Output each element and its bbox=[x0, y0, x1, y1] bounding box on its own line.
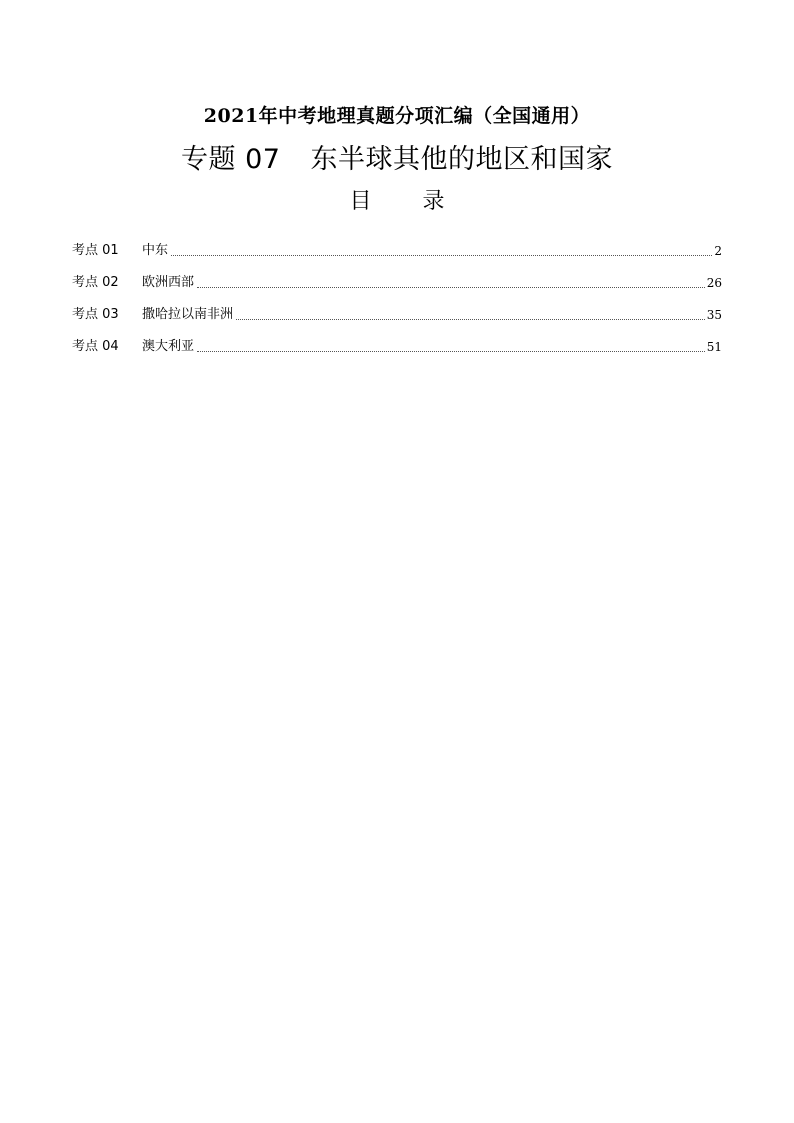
document-subtitle bbox=[0, 142, 794, 178]
toc-entry-page[interactable]: 51 bbox=[706, 340, 722, 354]
toc-entry-3[interactable] bbox=[72, 292, 722, 324]
toc-entry-name[interactable]: 澳大利亚 bbox=[142, 339, 195, 354]
toc-entry-name[interactable]: 撒哈拉以南非洲 bbox=[142, 307, 234, 322]
toc-leader-dots bbox=[197, 350, 705, 352]
toc-entry-page[interactable]: 26 bbox=[706, 276, 722, 290]
toc-entry-page[interactable]: 2 bbox=[714, 244, 722, 258]
subtitle-number: 专题 07 bbox=[181, 144, 281, 175]
toc-entry-code: 考点 02 bbox=[72, 275, 119, 290]
toc-entry-page[interactable]: 35 bbox=[706, 308, 722, 322]
toc-heading: 目 录 bbox=[349, 189, 467, 214]
toc-entry-name[interactable]: 欧洲西部 bbox=[142, 275, 195, 290]
toc-leader-dots bbox=[236, 318, 705, 320]
table-of-contents bbox=[72, 228, 722, 356]
document-title: 2021年中考地理真题分项汇编（全国通用） bbox=[203, 105, 591, 127]
toc-entry-code: 考点 01 bbox=[72, 243, 119, 258]
toc-entry-4[interactable] bbox=[72, 324, 722, 356]
toc-entry-2[interactable] bbox=[72, 260, 722, 292]
toc-leader-dots bbox=[171, 254, 712, 256]
toc-entry-1[interactable] bbox=[72, 228, 722, 260]
toc-leader-dots bbox=[197, 286, 705, 288]
toc-entry-code: 考点 04 bbox=[72, 339, 119, 354]
toc-entry-name[interactable]: 中东 bbox=[142, 243, 169, 258]
subtitle-text: 东半球其他的地区和国家 bbox=[310, 144, 613, 175]
toc-entry-code: 考点 03 bbox=[72, 307, 119, 322]
